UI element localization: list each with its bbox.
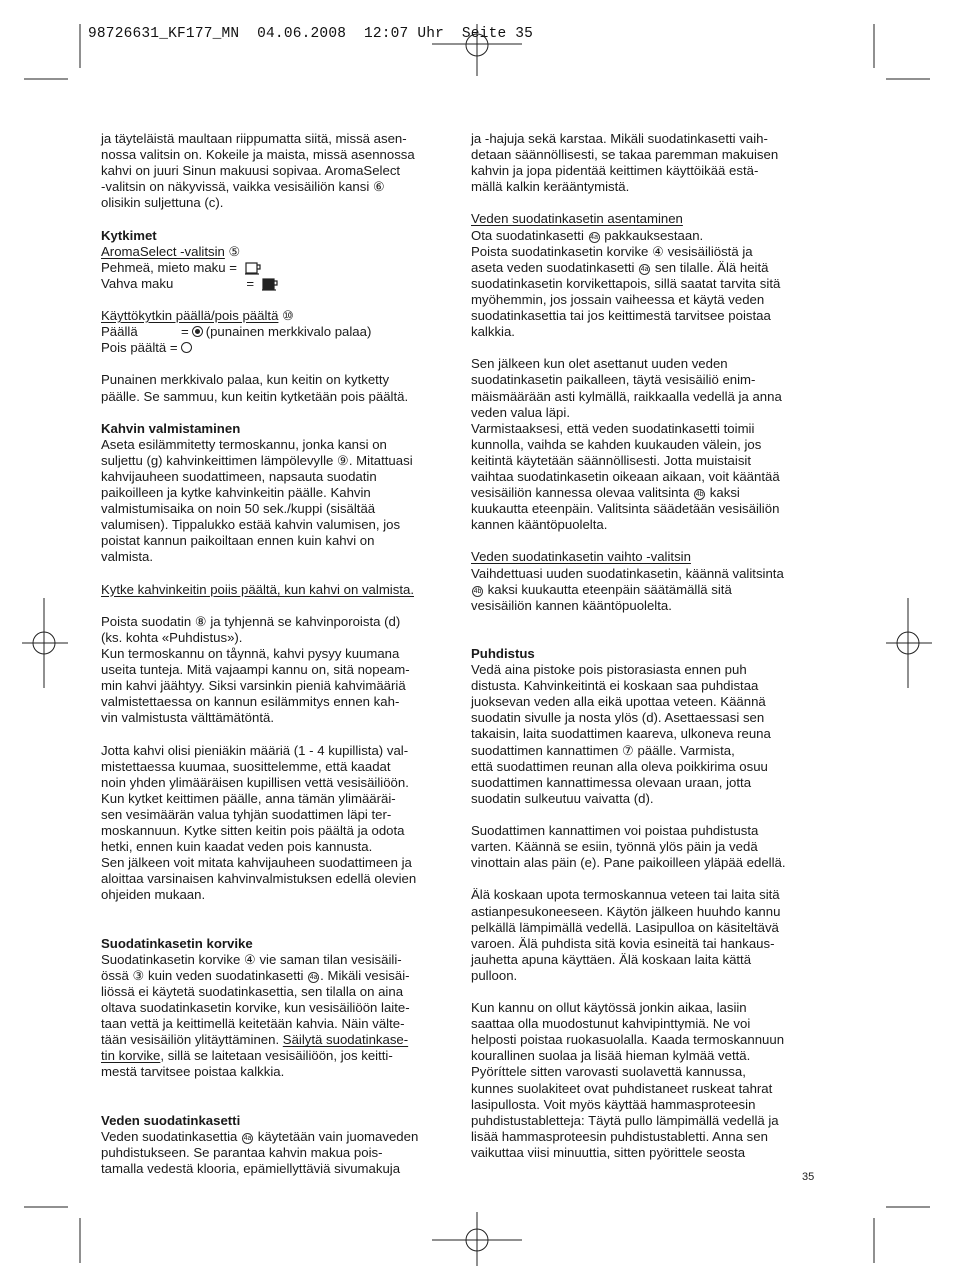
text-line: Punainen merkkivalo palaa, kun keitin on kytketty <box>101 372 390 388</box>
text-line: suodatinkasetin korvikettapois, sillä saatat tarvita sitä <box>471 275 781 291</box>
text-line: vaihtaa suodatinkasetin oikeaan aikaan, voit kääntää <box>471 468 780 484</box>
text-line: 4b kaksi kuukautta eteenpäin säätämällä sitä <box>473 581 732 597</box>
text-line: Päällä = (punainen merkkivalo palaa) <box>101 324 372 340</box>
print-header: 98726631_KF177_MN 04.06.2008 12:07 Uhr Seite 35 <box>88 26 534 42</box>
text-line: Kun kytket keittimen päälle, anna tämän ylimääräi- <box>101 790 396 806</box>
text-line: mällä kalkin kerääntymistä. <box>471 179 630 195</box>
text-line: Poista suodatinkasetin korvike ④ vesisäiliöstä ja <box>471 243 753 259</box>
mild-cup-icon <box>245 262 263 275</box>
text-line: kunnes suolakiteet ovat puhdistaneet ruskeat tahrat <box>471 1080 773 1096</box>
text-line: valmistettaessa on kannun esilämmitys ennen kah- <box>101 694 400 710</box>
text-line: poistat kannun paikoiltaan ennen kuin kahvi on <box>101 533 375 549</box>
text-line: aseta veden suodatinkasetti 4a sen tilalle. Älä heitä <box>471 259 769 275</box>
text-line: Sen jälkeen voit mitata kahvijauheen suodattimeen ja <box>101 855 412 871</box>
text-line: oltava suodatinkasetin korvike, kun vesisäiliöön laite- <box>101 1000 410 1016</box>
text-line: kourallinen suolaa ja lisää hieman kylmää vettä. <box>471 1048 751 1064</box>
text-line: juoksevan veden alla eikä upottaa veteen. Käännä <box>471 694 766 710</box>
ref-marker: 4a <box>243 1134 252 1142</box>
ref-marker: 4a <box>640 265 649 273</box>
text-line: kannen kääntöpuolelta. <box>471 517 608 533</box>
text-line: olisikin suljettuna (c). <box>101 195 224 211</box>
text-line: Kun kannu on ollut käytössä jonkin aikaa, lasiin <box>471 1000 747 1016</box>
ref-marker: ⑦ <box>622 742 634 758</box>
text-line: Suodattimen kannattimen voi poistaa puhdistusta <box>471 823 759 839</box>
text-line: ja täyteläistä maultaan riippumatta siitä, missä asen- <box>101 131 407 146</box>
text-line: tamalla vedestä klooria, epämiellyttäviä sivumakuja <box>101 1161 401 1176</box>
text-line: vin valmistusta välttämätöntä. <box>101 710 274 726</box>
text-line: lasipullosta. Voit myös käyttää hammasproteesin <box>471 1096 756 1112</box>
text-line: Kytke kahvinkeitin poiis päältä, kun kahvi on valmista. <box>101 581 414 597</box>
section-heading: Kytkimet <box>101 227 157 243</box>
ref-marker: ④ <box>652 243 664 259</box>
section-heading: Kahvin valmistaminen <box>101 420 241 436</box>
text-line: suodattimen kannattimessa olevaan uraan, jotta <box>471 774 752 790</box>
text-line: mistettaessa kuumaa, suosittelemme, että kaadat <box>101 758 391 774</box>
text-line: useita tunteja. Mitä vajaampi kannu on, sitä nopeam- <box>101 662 410 678</box>
text-line: detaan säännöllisesti, se takaa paremman makuisen <box>471 147 779 163</box>
text-line: vesisäiliön kannessa olevaa valitsinta 4b kaksi <box>471 485 740 501</box>
text-line: suljettu (g) kahvinkeittimen lämpölevylle ⑨. Mitattuasi <box>101 452 413 468</box>
text-line: Vahva maku = <box>101 276 418 292</box>
text-line: puhdistukseen. Se parantaa kahvin makua pois- <box>101 1144 383 1160</box>
text-line: ja -hajuja sekä karstaa. Mikäli suodatinkasetti vaih- <box>471 131 768 146</box>
ref-marker: ⑤ <box>228 243 241 259</box>
text-line: sen vesimäärän valua tyhjän suodattimen läpi ter- <box>101 806 392 822</box>
section-heading: Puhdistus <box>471 646 535 661</box>
text-line: AromaSelect -valitsin ⑤ <box>101 243 241 259</box>
text-line: Varmistaaksesi, että veden suodatinkasetti toimii <box>471 420 755 436</box>
text-line: Älä koskaan upota termoskannua veteen tai laita sitä <box>471 887 780 903</box>
ref-marker: 4a <box>590 233 598 241</box>
text-line: hetki, ennen kuin kaadat veden pois kannusta. <box>101 839 373 855</box>
text-line: vaikuttaa viisi minuuttia, sitten pyörittele seosta <box>471 1144 746 1160</box>
text-line: Kun termoskannu on tåynnä, kahvi pysyy kuumana <box>101 646 400 661</box>
text-line: päälle. Se sammuu, kun keitin kytketään pois päältä. <box>101 388 409 404</box>
text-line: tin korvike, sillä se laitetaan vesisäiliöön, jos keitti- <box>101 1048 393 1064</box>
section-heading: Veden suodatinkasetin asentaminen <box>471 211 683 227</box>
text-line: Pyöríttele sitten varovasti suolavettä kannussa, <box>471 1064 746 1080</box>
text-line: Poista suodatin ⑧ ja tyhjennä se kahvinporoista (d) <box>101 613 401 629</box>
text-line: Ota suodatinkasetti 4a pakkauksestaan. <box>471 227 704 243</box>
text-line: valmistumisaika on noin 50 sek./kuppi (sisältää <box>101 501 376 517</box>
text-line: Jotta kahvi olisi pieniäkin määriä (1 - 4 kupillista) val- <box>101 742 409 758</box>
page-number: 35 <box>802 1171 815 1183</box>
text-line: varoen. Älä puhdista sitä kovia esineitä tai hankaus- <box>471 935 775 951</box>
text-line: suodatinkasettia tai jos keittimestä tarvitsee poistaa <box>471 308 771 324</box>
ref-marker: ⑥ <box>372 179 385 195</box>
text-line: suodatinkasetin paikalleen, täytä vesisäiliö enim- <box>471 372 756 388</box>
text-line: pulloon. <box>471 967 518 983</box>
text-line: vesisäiliön kannen kääntöpuolelta. <box>471 597 672 613</box>
ref-marker: ⑨ <box>337 452 349 468</box>
text-line: paikoilleen ja kytke kahvinkeitin päälle. Kahvin <box>101 485 371 501</box>
text-line: valmista. <box>101 549 154 565</box>
text-line: vinottain alas päin (e). Pane paikoilleen yläpää edellä. <box>471 855 786 871</box>
text-line: ohjeiden mukaan. <box>101 887 206 903</box>
text-line: keitintä käytetään säännöllisesti. Jotta muistaisit <box>471 452 752 468</box>
ref-marker: ④ <box>243 951 256 967</box>
text-line: takaisin, laita suodattimen kaareva, ulkoneva reuna <box>471 726 771 742</box>
text-line: kunnolla, vaihda se kahden kuukauden välein, jos <box>471 436 762 452</box>
text-line: saattaa olla muodostunut kahvipinttymiä. Ne voi <box>471 1016 751 1032</box>
text-line: noin yhden ylimääräisen kupillisen vettä vesisäiliöön. <box>101 774 409 790</box>
text-line: distusta. Kahvinkeitintä ei koskaan saa puhdistaa <box>471 678 759 694</box>
section-heading: Suodatinkasetin korvike <box>101 935 253 951</box>
text-line: myöhemmin, jos jossain vaiheessa et käytä veden <box>471 291 765 307</box>
ref-marker: ③ <box>132 967 145 983</box>
section-heading: Veden suodatinkasetin vaihto -valitsin <box>471 549 691 565</box>
ref-marker: 4b <box>473 587 482 595</box>
text-line: taan vettä ja keittimellä keitetään kahvia. Näin välte- <box>101 1016 405 1032</box>
text-line: moskannuun. Kytke sitten keitin pois päältä ja odota <box>101 823 405 839</box>
right-column <box>471 131 786 1161</box>
text-line: Vedä aina pistoke pois pistorasiasta ennen puh <box>471 662 747 678</box>
text-line: kalkkia. <box>471 324 515 340</box>
strong-cup-icon <box>262 278 280 291</box>
text-line: pelkällä lämpimällä vedellä. Lasipulloa on käsiteltävä <box>471 919 779 935</box>
text-line: varten. Käännä se esiin, työnnä ylös päin ja vedä <box>471 839 758 855</box>
text-line: mäismäärään asti kylmällä, raikkaalla vedellä ja anna <box>471 388 782 404</box>
text-line: veden valua läpi. <box>471 404 570 420</box>
text-line: helposti poistaa ruokasuolalla. Kaada termoskannuun <box>471 1032 785 1048</box>
text-line: -valitsin on näkyvissä, vaikka vesisäiliön kansi ⑥ <box>101 179 385 195</box>
off-indicator-icon <box>181 342 192 353</box>
text-line: Veden suodatinkasettia 4a käytetään vain juomaveden <box>101 1128 419 1144</box>
text-line: Suodatinkasetin korvike ④ vie saman tilan vesisäili- <box>101 951 402 967</box>
text-line: Käyttökytkin päällä/pois päältä ⑩ <box>101 308 294 324</box>
text-line: lisää hammasproteesin puhdistustabletti. Anna sen <box>471 1128 768 1144</box>
text-line: (ks. kohta «Puhdistus»). <box>101 629 243 645</box>
ref-marker: 4a <box>309 973 318 981</box>
text-line: puhdistustabletteja: Täytä pullo lämpimällä vedellä ja <box>471 1112 779 1128</box>
text-line: astianpesukoneeseen. Käytön jälkeen huuhdo kannu <box>471 903 781 919</box>
text-line: suodatin sulkeutuu vaivatta (d). <box>471 790 654 806</box>
text-line: Aseta esilämmitetty termoskannu, jonka kansi on <box>101 436 387 452</box>
ref-marker: 4b <box>695 491 704 499</box>
text-line: kahvin ja jopa pidentää keittimen käyttöikää estä- <box>471 163 759 179</box>
section-heading: Veden suodatinkasetti <box>101 1112 241 1128</box>
text-line: kahvijauheen suodattimeen, napsauta suodatin <box>101 468 377 484</box>
ref-marker: ⑧ <box>194 613 207 629</box>
text-line: Pehmeä, mieto maku = <box>101 260 418 276</box>
text-line: nossa valitsin on. Kokeile ja maista, missä asennossa <box>101 147 415 163</box>
ref-marker: ⑩ <box>282 308 294 324</box>
text-line: kuukautta eteenpäin. Valitsinta säädetään vesisäiliön <box>471 501 780 517</box>
text-line: Pois päältä = <box>101 340 418 356</box>
text-line: aloittaa varsinaisen kahvinvalmistuksen edellä olevien <box>101 871 417 887</box>
text-line: össä ③ kuin veden suodatinkasetti 4a . Mikäli vesisäi- <box>101 967 410 983</box>
text-line: suodattimen kannattimen ⑦ päälle. Varmista, <box>471 742 735 758</box>
on-indicator-icon <box>192 326 203 337</box>
text-line: suodatin sivulle ja nosta ylös (d). Asettaessasi sen <box>471 710 765 726</box>
text-line: min kahvi jäähtyy. Siksi varsinkin pieniä kahvimääriä <box>101 678 406 694</box>
text-line: mestä tarvitsee poistaa kalkkia. <box>101 1064 285 1080</box>
text-line: että suodattimen reunan alla oleva poikkirima osuu <box>471 758 768 774</box>
text-line: Sen jälkeen kun olet asettanut uuden veden <box>471 356 728 372</box>
text-line: valumisen). Tippalukko estää kahvin valumisen, jos <box>101 517 401 533</box>
text-line: kahvi on juuri Sinun makuusi sopivaa. AromaSelect <box>101 163 401 179</box>
text-line: tään vesisäiliön ylitäyttäminen. Säilytä suodatinkase- <box>101 1032 409 1048</box>
text-line: liössä ei käytetä suodatinkasettia, sen tilalla on aina <box>101 983 404 999</box>
text-line: jauhetta apuna käyttäen. Älä koskaan laita kättä <box>471 951 752 967</box>
left-column <box>101 131 418 1177</box>
text-line: Vaihdettuasi uuden suodatinkasetin, käännä valitsinta <box>471 565 784 581</box>
